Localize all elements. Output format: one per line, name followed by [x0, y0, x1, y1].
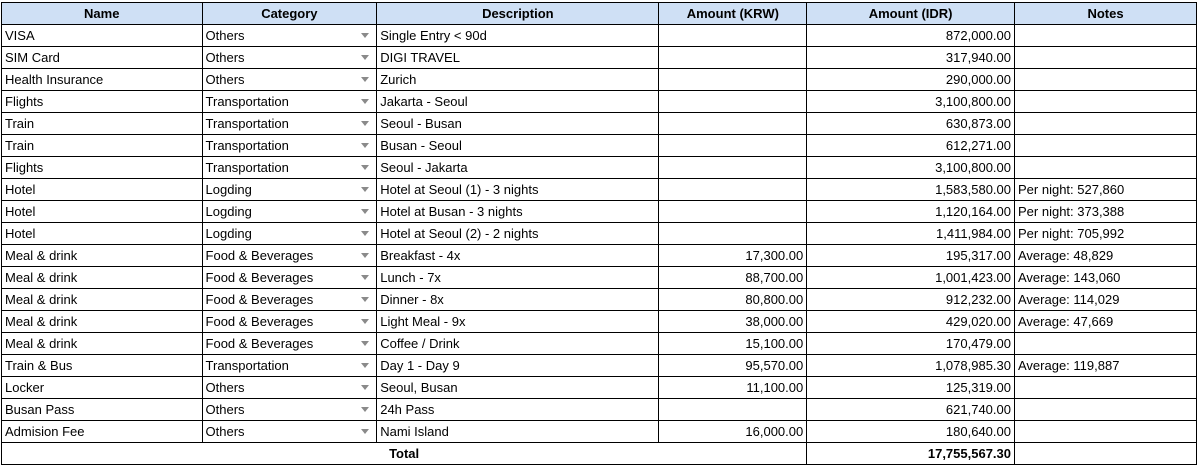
chevron-down-icon[interactable] — [361, 187, 369, 192]
cell-amount-idr[interactable]: 1,583,580.00 — [807, 179, 1015, 201]
cell-category[interactable] — [202, 201, 377, 223]
cell-description[interactable]: Seoul, Busan — [377, 377, 659, 399]
cell-amount-krw[interactable] — [659, 91, 807, 113]
table-row — [2, 333, 1197, 355]
cell-description[interactable]: Breakfast - 4x — [377, 245, 659, 267]
cell-name[interactable]: Flights — [2, 91, 203, 113]
cell-name[interactable]: Flights — [2, 157, 203, 179]
cell-notes[interactable]: Average: 143,060 — [1015, 267, 1197, 289]
total-label[interactable]: Total — [2, 443, 807, 465]
chevron-down-icon[interactable] — [361, 275, 369, 280]
cell-amount-idr[interactable]: 429,020.00 — [807, 311, 1015, 333]
cell-amount-idr[interactable]: 621,740.00 — [807, 399, 1015, 421]
cell-amount-krw[interactable] — [659, 69, 807, 91]
cell-description[interactable]: Zurich — [377, 69, 659, 91]
cell-description[interactable]: Lunch - 7x — [377, 267, 659, 289]
category-value: Others — [205, 424, 245, 439]
table-row — [2, 113, 1197, 135]
table-row — [2, 377, 1197, 399]
category-value: Transportation — [205, 138, 289, 153]
category-value: Transportation — [205, 160, 289, 175]
cell-amount-idr[interactable]: 317,940.00 — [807, 47, 1015, 69]
chevron-down-icon[interactable] — [361, 33, 369, 38]
cell-notes[interactable]: Average: 48,829 — [1015, 245, 1197, 267]
header-name[interactable]: Name — [2, 3, 203, 25]
cell-name[interactable]: Meal & drink — [2, 289, 203, 311]
cell-amount-idr[interactable]: 195,317.00 — [807, 245, 1015, 267]
cell-amount-krw[interactable] — [659, 201, 807, 223]
cell-amount-idr[interactable]: 125,319.00 — [807, 377, 1015, 399]
cell-category[interactable] — [202, 25, 377, 47]
cell-name[interactable]: Meal & drink — [2, 245, 203, 267]
cell-category[interactable] — [202, 179, 377, 201]
category-value: Others — [205, 72, 245, 87]
cell-notes[interactable]: Per night: 527,860 — [1015, 179, 1197, 201]
cell-category[interactable] — [202, 355, 377, 377]
chevron-down-icon[interactable] — [361, 297, 369, 302]
cell-amount-krw[interactable]: 17,300.00 — [659, 245, 807, 267]
cell-category[interactable] — [202, 377, 377, 399]
header-category[interactable]: Category — [202, 3, 377, 25]
chevron-down-icon[interactable] — [361, 385, 369, 390]
table-row — [2, 179, 1197, 201]
cell-name[interactable]: VISA — [2, 25, 203, 47]
chevron-down-icon[interactable] — [361, 99, 369, 104]
cell-name[interactable]: Hotel — [2, 201, 203, 223]
cell-name[interactable]: Health Insurance — [2, 69, 203, 91]
table-row — [2, 267, 1197, 289]
header-amount-idr[interactable]: Amount (IDR) — [807, 3, 1015, 25]
cell-description[interactable]: Day 1 - Day 9 — [377, 355, 659, 377]
chevron-down-icon[interactable] — [361, 209, 369, 214]
cell-category[interactable] — [202, 421, 377, 443]
total-row — [2, 443, 1197, 465]
table-row — [2, 91, 1197, 113]
cell-amount-krw[interactable] — [659, 157, 807, 179]
cell-category[interactable] — [202, 223, 377, 245]
header-row — [2, 3, 1197, 25]
expense-sheet — [1, 2, 1197, 465]
chevron-down-icon[interactable] — [361, 319, 369, 324]
category-value: Food & Beverages — [205, 314, 314, 329]
cell-description[interactable]: Busan - Seoul — [377, 135, 659, 157]
cell-amount-idr[interactable]: 1,120,164.00 — [807, 201, 1015, 223]
cell-notes[interactable]: Per night: 705,992 — [1015, 223, 1197, 245]
cell-notes[interactable] — [1015, 113, 1197, 135]
cell-description[interactable]: Hotel at Seoul (1) - 3 nights — [377, 179, 659, 201]
table-row — [2, 289, 1197, 311]
header-amount-krw[interactable]: Amount (KRW) — [659, 3, 807, 25]
cell-category[interactable] — [202, 311, 377, 333]
cell-notes[interactable] — [1015, 91, 1197, 113]
category-value: Others — [205, 380, 245, 395]
table-row — [2, 223, 1197, 245]
cell-name[interactable]: Train — [2, 135, 203, 157]
cell-name[interactable]: Locker — [2, 377, 203, 399]
chevron-down-icon[interactable] — [361, 165, 369, 170]
table-row — [2, 157, 1197, 179]
cell-amount-idr[interactable]: 1,001,423.00 — [807, 267, 1015, 289]
cell-notes[interactable]: Average: 114,029 — [1015, 289, 1197, 311]
cell-amount-idr[interactable]: 3,100,800.00 — [807, 157, 1015, 179]
table-row — [2, 355, 1197, 377]
table-row — [2, 25, 1197, 47]
cell-notes[interactable] — [1015, 69, 1197, 91]
table-row — [2, 421, 1197, 443]
chevron-down-icon[interactable] — [361, 77, 369, 82]
cell-amount-krw[interactable]: 11,100.00 — [659, 377, 807, 399]
cell-name[interactable]: Busan Pass — [2, 399, 203, 421]
cell-category[interactable] — [202, 157, 377, 179]
cell-amount-idr[interactable]: 3,100,800.00 — [807, 91, 1015, 113]
category-value: Logding — [205, 226, 252, 241]
total-notes-cell[interactable] — [1015, 443, 1197, 465]
table-row — [2, 69, 1197, 91]
cell-description[interactable]: Dinner - 8x — [377, 289, 659, 311]
cell-amount-krw[interactable]: 15,100.00 — [659, 333, 807, 355]
category-value: Logding — [205, 204, 252, 219]
cell-category[interactable] — [202, 289, 377, 311]
cell-amount-krw[interactable]: 38,000.00 — [659, 311, 807, 333]
cell-amount-krw[interactable]: 80,800.00 — [659, 289, 807, 311]
category-value: Food & Beverages — [205, 270, 314, 285]
cell-notes[interactable] — [1015, 377, 1197, 399]
cell-description[interactable]: DIGI TRAVEL — [377, 47, 659, 69]
cell-category[interactable] — [202, 91, 377, 113]
header-description[interactable]: Description — [377, 3, 659, 25]
cell-amount-idr[interactable]: 630,873.00 — [807, 113, 1015, 135]
cell-amount-idr[interactable]: 612,271.00 — [807, 135, 1015, 157]
cell-amount-krw[interactable]: 16,000.00 — [659, 421, 807, 443]
chevron-down-icon[interactable] — [361, 55, 369, 60]
chevron-down-icon[interactable] — [361, 341, 369, 346]
header-notes[interactable]: Notes — [1015, 3, 1197, 25]
cell-name[interactable]: Admision Fee — [2, 421, 203, 443]
cell-notes[interactable] — [1015, 421, 1197, 443]
category-value: Others — [205, 28, 245, 43]
cell-notes[interactable] — [1015, 47, 1197, 69]
expense-table — [1, 2, 1197, 465]
cell-name[interactable]: Train — [2, 113, 203, 135]
cell-amount-idr[interactable]: 872,000.00 — [807, 25, 1015, 47]
cell-category[interactable] — [202, 135, 377, 157]
cell-amount-idr[interactable]: 170,479.00 — [807, 333, 1015, 355]
cell-amount-krw[interactable] — [659, 47, 807, 69]
category-value: Food & Beverages — [205, 248, 314, 263]
table-row — [2, 311, 1197, 333]
cell-category[interactable] — [202, 113, 377, 135]
chevron-down-icon[interactable] — [361, 231, 369, 236]
cell-name[interactable]: SIM Card — [2, 47, 203, 69]
cell-amount-krw[interactable] — [659, 25, 807, 47]
cell-category[interactable] — [202, 47, 377, 69]
cell-notes[interactable] — [1015, 333, 1197, 355]
cell-description[interactable]: Single Entry < 90d — [377, 25, 659, 47]
cell-description[interactable]: Coffee / Drink — [377, 333, 659, 355]
table-row — [2, 135, 1197, 157]
cell-name[interactable]: Train & Bus — [2, 355, 203, 377]
cell-category[interactable] — [202, 333, 377, 355]
category-value: Transportation — [205, 116, 289, 131]
chevron-down-icon[interactable] — [361, 121, 369, 126]
cell-notes[interactable]: Average: 119,887 — [1015, 355, 1197, 377]
cell-amount-idr[interactable]: 180,640.00 — [807, 421, 1015, 443]
category-value: Food & Beverages — [205, 336, 314, 351]
chevron-down-icon[interactable] — [361, 407, 369, 412]
cell-amount-krw[interactable]: 88,700.00 — [659, 267, 807, 289]
cell-category[interactable] — [202, 267, 377, 289]
cell-category[interactable] — [202, 69, 377, 91]
cell-amount-krw[interactable] — [659, 135, 807, 157]
cell-notes[interactable] — [1015, 399, 1197, 421]
cell-amount-krw[interactable] — [659, 113, 807, 135]
cell-amount-idr[interactable]: 1,411,984.00 — [807, 223, 1015, 245]
cell-description[interactable]: Hotel at Seoul (2) - 2 nights — [377, 223, 659, 245]
cell-amount-krw[interactable] — [659, 399, 807, 421]
cell-description[interactable]: Seoul - Busan — [377, 113, 659, 135]
cell-category[interactable] — [202, 399, 377, 421]
category-value: Logding — [205, 182, 252, 197]
cell-description[interactable]: Nami Island — [377, 421, 659, 443]
cell-name[interactable]: Hotel — [2, 223, 203, 245]
cell-category[interactable] — [202, 245, 377, 267]
cell-name[interactable]: Hotel — [2, 179, 203, 201]
category-value: Others — [205, 402, 245, 417]
total-amount-idr[interactable]: 17,755,567.30 — [807, 443, 1015, 465]
cell-name[interactable]: Meal & drink — [2, 267, 203, 289]
category-value: Food & Beverages — [205, 292, 314, 307]
cell-amount-krw[interactable]: 95,570.00 — [659, 355, 807, 377]
table-row — [2, 245, 1197, 267]
cell-description[interactable]: Seoul - Jakarta — [377, 157, 659, 179]
cell-notes[interactable] — [1015, 157, 1197, 179]
cell-amount-krw[interactable] — [659, 179, 807, 201]
cell-amount-idr[interactable]: 912,232.00 — [807, 289, 1015, 311]
table-row — [2, 47, 1197, 69]
cell-amount-idr[interactable]: 1,078,985.30 — [807, 355, 1015, 377]
cell-name[interactable]: Meal & drink — [2, 311, 203, 333]
category-value: Others — [205, 50, 245, 65]
cell-amount-idr[interactable]: 290,000.00 — [807, 69, 1015, 91]
table-row — [2, 399, 1197, 421]
cell-amount-krw[interactable] — [659, 223, 807, 245]
category-value: Transportation — [205, 358, 289, 373]
chevron-down-icon[interactable] — [361, 253, 369, 258]
cell-description[interactable]: 24h Pass — [377, 399, 659, 421]
chevron-down-icon[interactable] — [361, 143, 369, 148]
cell-description[interactable]: Light Meal - 9x — [377, 311, 659, 333]
category-value: Transportation — [205, 94, 289, 109]
cell-description[interactable]: Hotel at Busan - 3 nights — [377, 201, 659, 223]
cell-description[interactable]: Jakarta - Seoul — [377, 91, 659, 113]
cell-notes[interactable] — [1015, 25, 1197, 47]
cell-notes[interactable]: Per night: 373,388 — [1015, 201, 1197, 223]
cell-notes[interactable] — [1015, 135, 1197, 157]
chevron-down-icon[interactable] — [361, 429, 369, 434]
cell-name[interactable]: Meal & drink — [2, 333, 203, 355]
cell-notes[interactable]: Average: 47,669 — [1015, 311, 1197, 333]
chevron-down-icon[interactable] — [361, 363, 369, 368]
table-row — [2, 201, 1197, 223]
